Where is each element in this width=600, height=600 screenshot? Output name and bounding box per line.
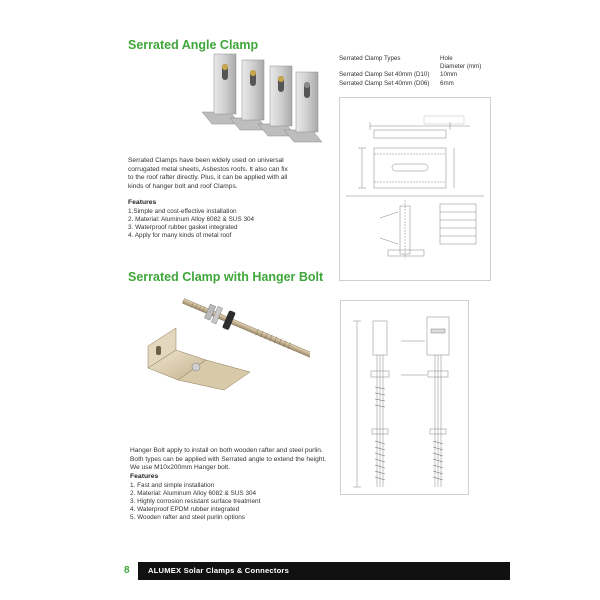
hanger-bolt-technical-drawing bbox=[340, 300, 469, 495]
serrated-clamps-photo bbox=[202, 52, 327, 147]
section1-features-list bbox=[128, 208, 254, 240]
list-item: 3. Highly corrosion resistant surface treatment bbox=[130, 498, 261, 506]
page-number: 8 bbox=[124, 565, 130, 576]
clamp-types-table bbox=[339, 55, 481, 88]
list-item: 5. Wooden rafter and steel purlin options bbox=[130, 514, 245, 522]
table-row bbox=[339, 71, 481, 79]
footer-bar bbox=[138, 562, 510, 580]
section2-features-title: Features bbox=[130, 473, 159, 480]
section-title-serrated-clamp-hanger-bolt: Serrated Clamp with Hanger Bolt bbox=[128, 270, 324, 284]
list-item: 3. Waterproof rubber gasket integrated bbox=[128, 224, 238, 232]
types-header-type: Serrated Clamp Types bbox=[339, 55, 401, 62]
section2-features-list bbox=[130, 482, 260, 522]
footer-title: ALUMEX Solar Clamps & Connectors bbox=[148, 566, 289, 575]
type-cell: Serrated Clamp Set 40mm (D06) bbox=[339, 79, 430, 87]
serrated-clamp-technical-drawing bbox=[339, 97, 491, 281]
list-item: 4. Waterproof EPDM rubber integrated bbox=[130, 506, 240, 514]
types-header-hole: Hole bbox=[440, 55, 453, 62]
section1-features-title: Features bbox=[128, 199, 157, 206]
diameter-cell: 10mm bbox=[440, 71, 458, 79]
diameter-cell: 6mm bbox=[440, 79, 454, 87]
list-item: 1.Simple and cost-effective installation bbox=[128, 208, 237, 215]
section1-description: Serrated Clamps have been widely used on universal corrugated metal sheets, Asbestos roofs. It also can fix to the roof rafter directly. Plus, it can be applied with all kinds of hanger bolt and roof Clamps. bbox=[128, 157, 288, 190]
list-item: 2. Material: Aluminum Alloy 6082 & SUS 304 bbox=[128, 216, 255, 224]
table-row bbox=[339, 80, 481, 88]
section-title-serrated-angle-clamp: Serrated Angle Clamp bbox=[128, 38, 259, 52]
section2-description: Hanger Bolt apply to install on both wooden rafter and steel purlin. Both types can be applied with Serrated angle to extend the height. We use M10x200mm Hanger bolt. bbox=[130, 447, 327, 472]
type-cell: Serrated Clamp Set 40mm (D10) bbox=[339, 71, 430, 79]
hanger-bolt-clamp-photo bbox=[140, 298, 310, 393]
list-item: 2. Material: Aluminum Alloy 6082 & SUS 304 bbox=[130, 490, 257, 498]
types-header-diameter: Diameter (mm) bbox=[440, 63, 482, 71]
list-item: 4. Apply for many kinds of metal roof bbox=[128, 232, 232, 240]
list-item: 1. Fast and simple installation bbox=[130, 482, 215, 489]
